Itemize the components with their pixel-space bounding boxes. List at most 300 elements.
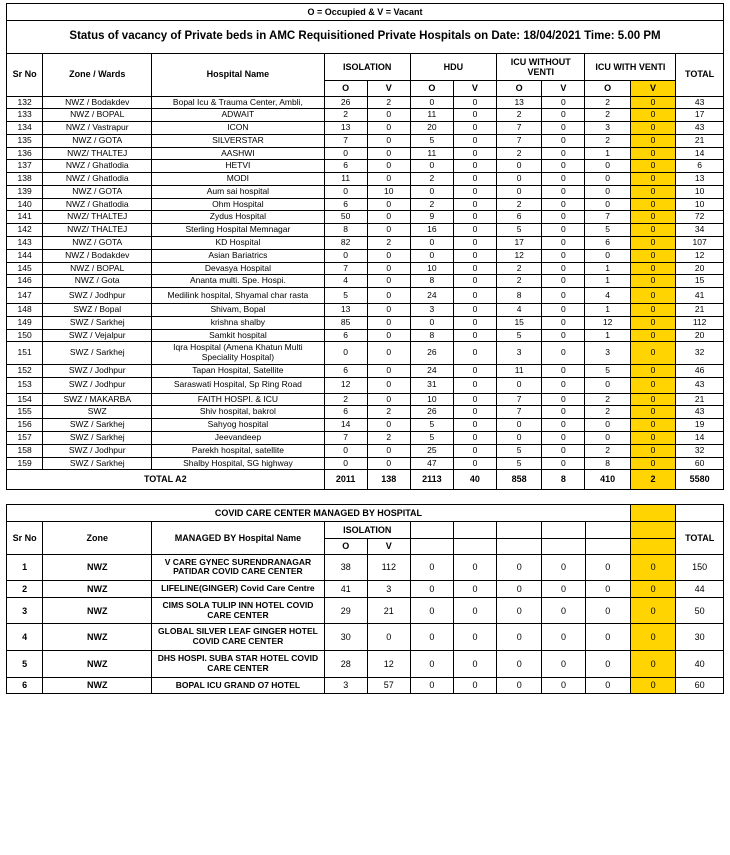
ccc-cell-isolation-vacant: 0 [367,624,410,651]
cell-isolation-vacant: 0 [367,316,410,329]
cell-isolation-vacant: 2 [367,406,410,419]
col-header-hdu-v: V [453,81,496,96]
cell-sr-no: 144 [7,249,43,262]
cell-icu-with-venti-vacant: 0 [630,249,675,262]
cell-hdu-occupied: 5 [410,134,453,147]
table-row [7,342,724,365]
ccc-table-row [7,554,724,581]
cell-icu-without-venti-occupied: 15 [496,316,541,329]
cell-total: 21 [676,304,724,317]
table-row [7,431,724,444]
ccc-cell-isolation-occupied: 38 [324,554,367,581]
cell-icu-with-venti-vacant: 0 [630,377,675,393]
table-row [7,316,724,329]
cell-icu-without-venti-vacant: 0 [542,237,585,250]
cell-hdu-vacant: 0 [453,185,496,198]
ccc-cell-isolation-vacant: 3 [367,581,410,598]
ccc-title-blank-cell [676,504,724,521]
ccc-cell-col5: 0 [497,554,542,581]
cell-hospital-name: KD Hospital [152,237,324,250]
cell-isolation-vacant: 0 [367,377,410,393]
ccc-cell-col3: 0 [410,651,453,678]
cell-sr-no: 155 [7,406,43,419]
ccc-cell-col7: 0 [585,597,630,624]
cell-isolation-vacant: 0 [367,249,410,262]
cell-hdu-vacant: 0 [453,224,496,237]
cell-isolation-occupied: 0 [324,457,367,470]
cell-hdu-occupied: 9 [410,211,453,224]
ccc-cell-zone: NWZ [43,597,152,624]
ccc-cell-col8: 0 [630,624,675,651]
cell-icu-with-venti-occupied: 0 [585,160,630,173]
table-row [7,224,724,237]
cell-sr-no: 154 [7,393,43,406]
cell-zone-ward: NWZ / GOTA [43,134,152,147]
cell-isolation-vacant: 0 [367,342,410,365]
ccc-cell-total: 44 [676,581,724,598]
table-spacer [6,490,724,504]
table-row [7,109,724,122]
cell-icu-with-venti-occupied: 0 [585,249,630,262]
cell-isolation-vacant: 0 [367,160,410,173]
cell-isolation-vacant: 0 [367,364,410,377]
cell-icu-with-venti-occupied: 1 [585,275,630,288]
cell-icu-without-venti-occupied: 5 [496,329,541,342]
cell-icu-with-venti-vacant: 0 [630,185,675,198]
ccc-cell-zone: NWZ [43,677,152,694]
cell-icu-without-venti-vacant: 0 [542,96,585,109]
cell-isolation-occupied: 14 [324,419,367,432]
cell-hdu-vacant: 0 [453,249,496,262]
ccc-cell-col7: 0 [585,677,630,694]
cell-icu-with-venti-vacant: 0 [630,393,675,406]
ccc-cell-col7: 0 [585,651,630,678]
cell-icu-without-venti-occupied: 4 [496,304,541,317]
cell-hdu-vacant: 0 [453,419,496,432]
cell-total: 107 [676,237,724,250]
cell-isolation-vacant: 0 [367,329,410,342]
cell-icu-with-venti-occupied: 1 [585,262,630,275]
cell-hospital-name: Ananta multi. Spe. Hospi. [152,275,324,288]
col-header-icuw-v: V [630,81,675,96]
cell-total: 13 [676,173,724,186]
cell-total: 17 [676,109,724,122]
ccc-cell-col4: 0 [453,651,496,678]
cell-total: 15 [676,275,724,288]
total-icuw-o: 410 [585,470,630,489]
ccc-cell-col8: 0 [630,651,675,678]
cell-isolation-occupied: 4 [324,275,367,288]
cell-zone-ward: SWZ / Sarkhej [43,316,152,329]
cell-sr-no: 159 [7,457,43,470]
cell-hospital-name: Saraswati Hospital, Sp Ring Road [152,377,324,393]
cell-zone-ward: SWZ / MAKARBA [43,393,152,406]
cell-hospital-name: Asian Bariatrics [152,249,324,262]
ccc-col-header-blank-5 [585,521,630,538]
cell-icu-without-venti-vacant: 0 [542,185,585,198]
ccc-cell-col6: 0 [542,624,585,651]
ccc-cell-isolation-occupied: 28 [324,651,367,678]
cell-hdu-vacant: 0 [453,393,496,406]
ccc-cell-col6: 0 [542,677,585,694]
cell-hdu-vacant: 0 [453,198,496,211]
ccc-title-yellow-cell [630,504,675,521]
cell-icu-with-venti-occupied: 3 [585,342,630,365]
cell-hospital-name: Tapan Hospital, Satellite [152,364,324,377]
ccc-cell-col7: 0 [585,554,630,581]
cell-isolation-vacant: 0 [367,211,410,224]
cell-icu-without-venti-vacant: 0 [542,304,585,317]
cell-isolation-occupied: 5 [324,288,367,304]
cell-icu-without-venti-occupied: 2 [496,198,541,211]
cell-hdu-vacant: 0 [453,457,496,470]
cell-total: 43 [676,122,724,135]
cell-icu-with-venti-occupied: 0 [585,198,630,211]
col-header-icu-without-venti: ICU WITHOUT VENTI [496,53,584,81]
cell-hdu-vacant: 0 [453,147,496,160]
ccc-table-body [7,554,724,694]
cell-hospital-name: Sterling Hospital Memnagar [152,224,324,237]
cell-icu-without-venti-vacant: 0 [542,419,585,432]
ccc-cell-col6: 0 [542,597,585,624]
ccc-col-header-blank-6 [630,521,675,538]
cell-icu-without-venti-vacant: 0 [542,406,585,419]
cell-sr-no: 148 [7,304,43,317]
cell-isolation-vacant: 0 [367,147,410,160]
cell-hdu-occupied: 24 [410,364,453,377]
cell-hdu-vacant: 0 [453,173,496,186]
cell-isolation-occupied: 50 [324,211,367,224]
cell-sr-no: 147 [7,288,43,304]
cell-isolation-vacant: 0 [367,198,410,211]
cell-icu-with-venti-vacant: 0 [630,288,675,304]
cell-hdu-occupied: 24 [410,288,453,304]
cell-icu-with-venti-vacant: 0 [630,364,675,377]
cell-icu-with-venti-vacant: 0 [630,457,675,470]
cell-zone-ward: NWZ / Ghatlodia [43,198,152,211]
total-iso-v: 138 [367,470,410,489]
legend-row [7,4,724,21]
ccc-cell-isolation-occupied: 41 [324,581,367,598]
table-row [7,122,724,135]
cell-hdu-vacant: 0 [453,96,496,109]
ccc-cell-isolation-occupied: 3 [324,677,367,694]
cell-total: 21 [676,393,724,406]
cell-icu-without-venti-vacant: 0 [542,134,585,147]
col-header-isolation: ISOLATION [324,53,410,81]
cell-total: 12 [676,249,724,262]
col-header-icuw-o: O [585,81,630,96]
cell-icu-without-venti-vacant: 0 [542,342,585,365]
ccc-col-header-blank-4 [542,521,585,538]
cell-icu-with-venti-occupied: 0 [585,419,630,432]
cell-icu-with-venti-occupied: 2 [585,444,630,457]
cell-sr-no: 132 [7,96,43,109]
table-row [7,160,724,173]
cell-icu-with-venti-vacant: 0 [630,406,675,419]
ccc-cell-col8: 0 [630,677,675,694]
cell-hdu-occupied: 10 [410,393,453,406]
col-header-isolation-o: O [324,81,367,96]
cell-hdu-occupied: 0 [410,185,453,198]
cell-icu-without-venti-vacant: 0 [542,173,585,186]
table-row [7,329,724,342]
ccc-cell-col3: 0 [410,624,453,651]
cell-isolation-vacant: 0 [367,173,410,186]
cell-hospital-name: SILVERSTAR [152,134,324,147]
cell-isolation-vacant: 0 [367,444,410,457]
cell-isolation-occupied: 12 [324,377,367,393]
cell-zone-ward: SWZ / Jodhpur [43,444,152,457]
cell-icu-without-venti-vacant: 0 [542,147,585,160]
cell-icu-with-venti-occupied: 1 [585,329,630,342]
cell-zone-ward: NWZ / Ghatlodia [43,173,152,186]
main-table [6,3,724,490]
cell-isolation-occupied: 6 [324,406,367,419]
cell-hospital-name: Samkit hospital [152,329,324,342]
cell-sr-no: 138 [7,173,43,186]
cell-icu-without-venti-occupied: 11 [496,364,541,377]
cell-hospital-name: Shiv hospital, bakrol [152,406,324,419]
cell-sr-no: 145 [7,262,43,275]
cell-icu-without-venti-occupied: 7 [496,406,541,419]
cell-zone-ward: SWZ / Jodhpur [43,377,152,393]
cell-icu-with-venti-occupied: 2 [585,393,630,406]
cell-hdu-vacant: 0 [453,134,496,147]
cell-hospital-name: MODI [152,173,324,186]
cell-icu-with-venti-vacant: 0 [630,134,675,147]
cell-icu-without-venti-occupied: 0 [496,377,541,393]
ccc-cell-total: 60 [676,677,724,694]
cell-icu-with-venti-vacant: 0 [630,304,675,317]
ccc-cell-managed-by-name: DHS HOSPI. SUBA STAR HOTEL COVID CARE CENTER [152,651,324,678]
cell-isolation-occupied: 0 [324,249,367,262]
ccc-col-header-zone: Zone [43,521,152,554]
ccc-cell-sr-no: 2 [7,581,43,598]
total-icuw-v: 2 [630,470,675,489]
ccc-cell-col6: 0 [542,554,585,581]
table-row [7,249,724,262]
ccc-cell-isolation-occupied: 30 [324,624,367,651]
cell-isolation-vacant: 2 [367,431,410,444]
cell-hdu-occupied: 8 [410,275,453,288]
ccc-cell-isolation-vacant: 57 [367,677,410,694]
cell-hdu-vacant: 0 [453,304,496,317]
cell-hospital-name: Sahyog hospital [152,419,324,432]
ccc-col-header-blank-2 [453,521,496,538]
ccc-cell-zone: NWZ [43,554,152,581]
ccc-col-header-blank-10 [542,539,585,554]
col-header-hospital-name: Hospital Name [152,53,324,96]
cell-icu-with-venti-vacant: 0 [630,262,675,275]
ccc-title: COVID CARE CENTER MANAGED BY HOSPITAL [7,504,631,521]
cell-icu-with-venti-vacant: 0 [630,431,675,444]
cell-icu-without-venti-vacant: 0 [542,122,585,135]
cell-isolation-occupied: 13 [324,304,367,317]
ccc-cell-col5: 0 [497,624,542,651]
cell-zone-ward: SWZ / Sarkhej [43,457,152,470]
ccc-cell-col5: 0 [497,651,542,678]
cell-icu-with-venti-occupied: 5 [585,364,630,377]
cell-hospital-name: AASHWI [152,147,324,160]
cell-icu-with-venti-occupied: 6 [585,237,630,250]
cell-hdu-occupied: 2 [410,198,453,211]
cell-hdu-occupied: 26 [410,342,453,365]
cell-isolation-occupied: 26 [324,96,367,109]
covid-care-center-table [6,504,724,695]
page-title: Status of vacancy of Private beds in AMC Requisitioned Private Hospitals on Date: 18/04/2021 Time: 5.00 PM [7,21,724,53]
cell-isolation-occupied: 0 [324,444,367,457]
cell-isolation-vacant: 0 [367,393,410,406]
ccc-cell-col8: 0 [630,597,675,624]
col-header-sr-no: Sr No [7,53,43,96]
cell-icu-with-venti-vacant: 0 [630,173,675,186]
ccc-cell-col6: 0 [542,581,585,598]
cell-hospital-name: ICON [152,122,324,135]
cell-hospital-name: Shivam, Bopal [152,304,324,317]
cell-hdu-vacant: 0 [453,406,496,419]
cell-total: 72 [676,211,724,224]
cell-hdu-vacant: 0 [453,377,496,393]
cell-hdu-occupied: 3 [410,304,453,317]
cell-isolation-occupied: 6 [324,329,367,342]
total-icuwo-o: 858 [496,470,541,489]
cell-icu-without-venti-vacant: 0 [542,262,585,275]
cell-icu-with-venti-occupied: 5 [585,224,630,237]
cell-icu-without-venti-vacant: 0 [542,198,585,211]
cell-zone-ward: NWZ / Vastrapur [43,122,152,135]
cell-icu-without-venti-vacant: 0 [542,377,585,393]
table-row [7,419,724,432]
cell-icu-without-venti-vacant: 0 [542,109,585,122]
cell-zone-ward: SWZ / Sarkhej [43,419,152,432]
cell-sr-no: 152 [7,364,43,377]
cell-total: 14 [676,431,724,444]
cell-icu-with-venti-vacant: 0 [630,419,675,432]
cell-hdu-occupied: 11 [410,109,453,122]
cell-hospital-name: Jeevandeep [152,431,324,444]
total-label: TOTAL A2 [7,470,325,489]
cell-total: 43 [676,406,724,419]
cell-icu-with-venti-occupied: 2 [585,134,630,147]
ccc-cell-total: 30 [676,624,724,651]
cell-sr-no: 146 [7,275,43,288]
cell-hospital-name: Iqra Hospital (Amena Khatun Multi Speciality Hospital) [152,342,324,365]
cell-icu-with-venti-vacant: 0 [630,224,675,237]
cell-icu-with-venti-vacant: 0 [630,275,675,288]
cell-isolation-vacant: 10 [367,185,410,198]
ccc-cell-managed-by-name: V CARE GYNEC SURENDRANAGAR PATIDAR COVID CARE CENTER [152,554,324,581]
cell-zone-ward: NWZ / Bodakdev [43,249,152,262]
col-header-zone-wards: Zone / Wards [43,53,152,96]
main-table-body [7,96,724,470]
ccc-cell-col4: 0 [453,677,496,694]
ccc-cell-col8: 0 [630,554,675,581]
cell-hospital-name: Aum sai hospital [152,185,324,198]
cell-sr-no: 150 [7,329,43,342]
cell-icu-without-venti-occupied: 7 [496,134,541,147]
cell-hdu-vacant: 0 [453,109,496,122]
cell-total: 32 [676,342,724,365]
cell-total: 19 [676,419,724,432]
ccc-table-row [7,624,724,651]
ccc-col-header-iso-v: V [367,539,410,554]
cell-icu-without-venti-vacant: 0 [542,316,585,329]
table-row [7,275,724,288]
cell-icu-without-venti-vacant: 0 [542,211,585,224]
cell-hospital-name: krishna shalby [152,316,324,329]
cell-zone-ward: SWZ / Jodhpur [43,364,152,377]
cell-total: 43 [676,377,724,393]
cell-isolation-vacant: 0 [367,457,410,470]
cell-total: 32 [676,444,724,457]
legend-text: O = Occupied & V = Vacant [7,4,724,21]
cell-icu-with-venti-occupied: 3 [585,122,630,135]
cell-sr-no: 137 [7,160,43,173]
cell-hdu-vacant: 0 [453,329,496,342]
cell-icu-without-venti-occupied: 0 [496,419,541,432]
cell-hdu-occupied: 0 [410,316,453,329]
table-row [7,185,724,198]
table-row [7,96,724,109]
table-row [7,134,724,147]
cell-icu-without-venti-occupied: 5 [496,444,541,457]
cell-isolation-occupied: 11 [324,173,367,186]
cell-icu-without-venti-occupied: 7 [496,393,541,406]
table-row [7,304,724,317]
cell-icu-without-venti-vacant: 0 [542,275,585,288]
cell-hdu-occupied: 0 [410,237,453,250]
table-row [7,364,724,377]
cell-total: 10 [676,198,724,211]
cell-icu-with-venti-vacant: 0 [630,211,675,224]
cell-sr-no: 133 [7,109,43,122]
cell-hospital-name: ADWAIT [152,109,324,122]
cell-hdu-vacant: 0 [453,316,496,329]
cell-hdu-occupied: 20 [410,122,453,135]
cell-sr-no: 135 [7,134,43,147]
cell-zone-ward: SWZ / Sarkhej [43,342,152,365]
cell-sr-no: 151 [7,342,43,365]
ccc-col-header-blank-11 [585,539,630,554]
cell-isolation-vacant: 0 [367,275,410,288]
cell-icu-without-venti-occupied: 5 [496,457,541,470]
cell-zone-ward: NWZ / Ghatlodia [43,160,152,173]
ccc-cell-total: 50 [676,597,724,624]
ccc-cell-sr-no: 5 [7,651,43,678]
ccc-col-header-iso-o: O [324,539,367,554]
cell-icu-without-venti-occupied: 7 [496,122,541,135]
col-header-isolation-v: V [367,81,410,96]
cell-sr-no: 140 [7,198,43,211]
col-header-icu-with-venti: ICU WITH VENTI [585,53,676,81]
cell-isolation-vacant: 0 [367,109,410,122]
ccc-cell-col4: 0 [453,597,496,624]
ccc-table-row [7,581,724,598]
cell-icu-with-venti-vacant: 0 [630,198,675,211]
cell-zone-ward: NWZ/ THALTEJ [43,224,152,237]
cell-zone-ward: SWZ / Vejalpur [43,329,152,342]
cell-hospital-name: Bopal Icu & Trauma Center, Ambli, [152,96,324,109]
ccc-table-row [7,597,724,624]
cell-icu-without-venti-occupied: 8 [496,288,541,304]
cell-isolation-vacant: 2 [367,96,410,109]
cell-icu-with-venti-occupied: 0 [585,173,630,186]
cell-hdu-vacant: 0 [453,211,496,224]
ccc-col-header-blank-3 [497,521,542,538]
ccc-cell-col3: 0 [410,554,453,581]
cell-icu-without-venti-occupied: 13 [496,96,541,109]
